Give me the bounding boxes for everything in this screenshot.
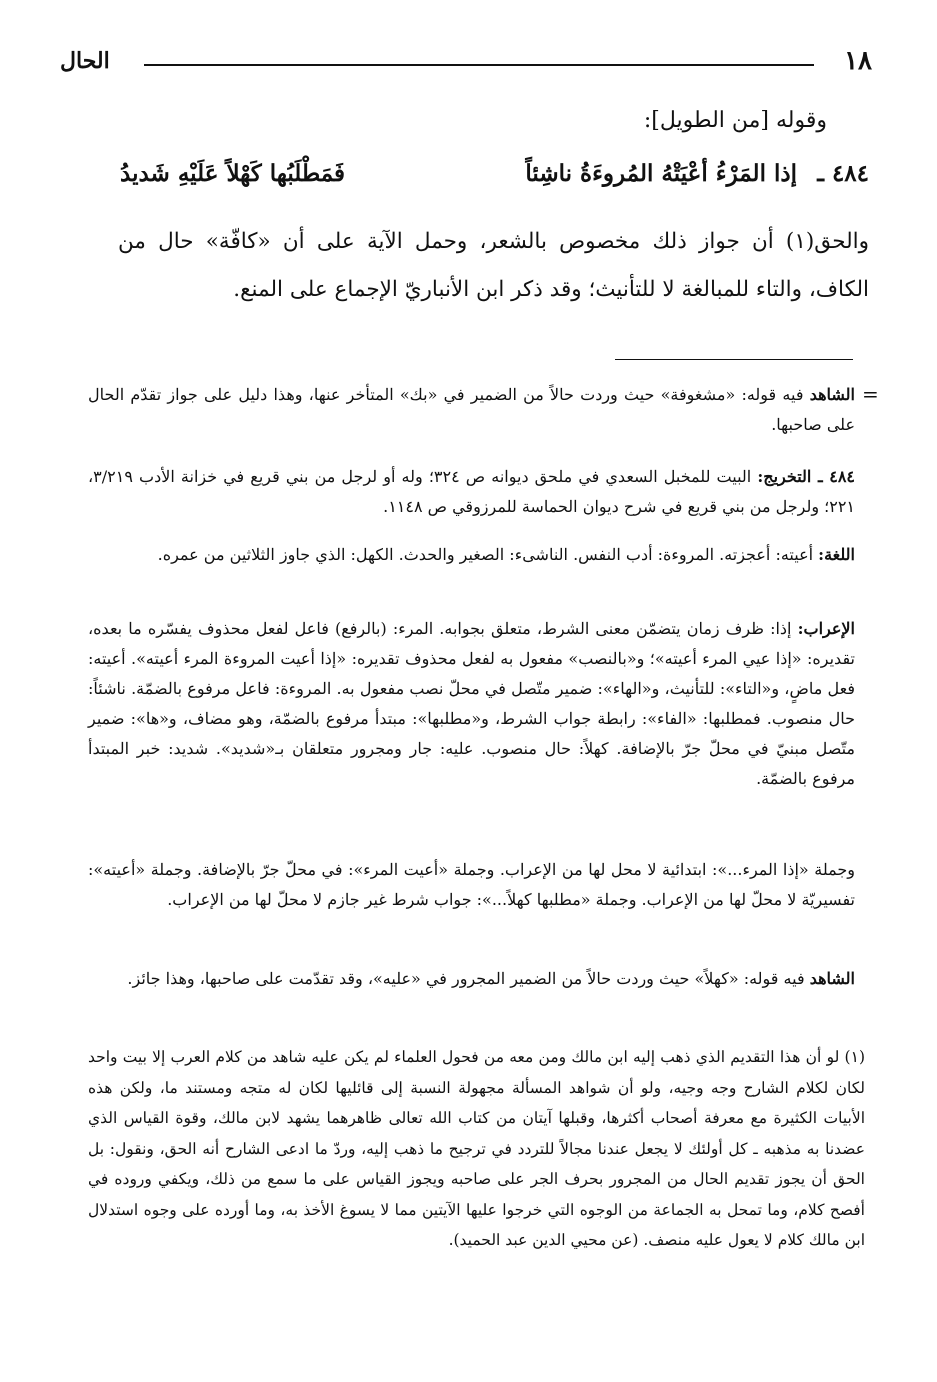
running-title: الحال — [60, 48, 110, 74]
continuation-mark: = — [862, 382, 879, 406]
footnote-separator — [615, 359, 853, 360]
footnote-text: إذا: ظرف زمان يتضمّن معنى الشرط، متعلق بجوابه. المرء: (بالرفع) فاعل لفعل محذوف يفسّره ما بعده، تقديره: «إذا عيي المرء أعيته»؛ و«بالنصب» مفعول به لفعل محذوف تقديره: «إذا أعيت المروءة المرء أعيته». أعيته: فعل ماضٍ، و«التاء»: للتأنيث، و«الهاء»: ضمير متّصل في محلّ نصب مفعول به. المروءة: فاعل مرفوع بالضمّة. ناشئاً: حال منصوب. فمطلبها: «الفاء»: رابطة جواب الشرط، و«مطلبها»: مبتدأ مرفوع بالضمّة، وهو مضاف، و«ها»: ضمير متّصل مبنيّ في محلّ جرّ بالإضافة. كهلاً: حال منصوب. عليه: جار ومجرور متعلقان بـ«شديد». شديد: خبر المبتدأ مرفوع بالضمّة. — [88, 619, 855, 788]
main-line: والحق(١) أن جواز ذلك مخصوص بالشعر، وحمل الآية على أن «كافّة» حال من الكاف، والتاء للمبالغة لا للتأنيث؛ وقد ذكر ابن الأنباريّ الإجماع على المنع. — [118, 229, 869, 302]
main-paragraph — [118, 218, 869, 314]
verse-second-hemistich: فَمَطْلَبُها كَهْلاً عَلَيْهِ شَديدُ — [120, 160, 346, 187]
footnote-shahid-prev — [88, 380, 855, 440]
verse-intro: وقوله [من الطويل]: — [643, 108, 827, 133]
footnote-shahid — [88, 964, 855, 994]
footnote-text: لو أن هذا التقديم الذي ذهب إليه ابن مالك ومن معه من فحول العلماء لم يكن عليه شاهد من كلام العرب إلا بيت واحد لكان لكلام الشارح وجه وجيه، ولو أن شواهد المسألة مجهولة النسبة إلى قائليها لكان له متجه ومستند ما، ولكن هذه الأبيات الكثيرة مع معرفة أصحاب أكثرها، وقبلها آيتان من كتاب الله تعالى ظاهرهما يشهد لابن مالك، وقوة القياس الذي عضدنا به مذهبه ـ كل أولئك لا يجعل عندنا مجالاً للتردد في ترجيح ما ذهب إليه، وردّ ما ادعى الشارح أنه الحق، ونقول: بل الحق أن يجوز تقديم الحال من المجرور بحرف الجر على صاحبه ويجوز القياس على ما سمع من ذلك، ويكفي وروده في أفصح كلام، وما تمحل به الجماعة من الوجوه التي خرجوا عليها الآيتين مما لا يسوغ الأخذ به، وما أورده على وجوه استدلال ابن مالك كلام لا يعول عليه منصف. (عن محيي الدين عبد الحميد). — [88, 1048, 865, 1249]
footnote-jumal — [88, 855, 855, 915]
verse-first-hemistich: إذا المَرْءُ أعْيَتْهُ المُروءَةُ ناشِئاً — [525, 160, 797, 187]
footnote-text: فيه قوله: «كهلاً» حيث وردت حالاً من الضمير المجرور في «عليه»، وقد تقدّمت على صاحبها، وهذا جائز. — [127, 969, 805, 988]
footnote-irab — [88, 614, 855, 794]
footnote-text: البيت للمخبل السعدي في ملحق ديوانه ص ٣٢٤؛ وله أو لرجل من بني قريع في خزانة الأدب ٣/٢١٩، ٢٢١؛ ولرجل من بني قريع في شرح ديوان الحماسة للمرزوقي ص ١١٤٨. — [88, 467, 855, 516]
footnote-lead: ٤٨٤ ـ التخريج: — [757, 467, 856, 486]
footnote-lead: الإعراب: — [797, 619, 855, 638]
footnote-lugha — [88, 540, 855, 570]
header-rule — [144, 64, 814, 66]
footnote-text: أعيته: أعجزته. المروءة: أدب النفس. الناشىء: الصغير والحدث. الكهل: الذي جاوز الثلاثين من عمره. — [157, 545, 814, 564]
page-header — [60, 44, 872, 80]
page-number: ١٨ — [844, 46, 872, 76]
footnote-text: وجملة «إذا المرء...»: ابتدائية لا محل لها من الإعراب. وجملة «أعيت المرء»: في محلّ جرّ بالإضافة. وجملة «أعيته»: تفسيريّة لا محلّ لها من الإعراب. وجملة «مطلبها كهلاً...»: جواب شرط غير جازم لا محلّ لها من الإعراب. — [88, 860, 855, 909]
footnote-lead: اللغة: — [818, 545, 855, 564]
footnote-one — [88, 1042, 865, 1256]
footnote-lead: الشاهد — [809, 385, 855, 404]
footnote-number: (١) — [844, 1048, 865, 1066]
footnote-text: فيه قوله: «مشغوفة» حيث وردت حالاً من الضمير في «بك» المتأخر عنها، وهذا دليل على جواز تقدّم الحال على صاحبها. — [88, 385, 855, 434]
verse-number: ٤٨٤ ـ — [817, 160, 869, 187]
footnote-lead: الشاهد — [809, 969, 855, 988]
verse-line — [120, 160, 869, 204]
footnote-takhrij — [88, 462, 855, 522]
